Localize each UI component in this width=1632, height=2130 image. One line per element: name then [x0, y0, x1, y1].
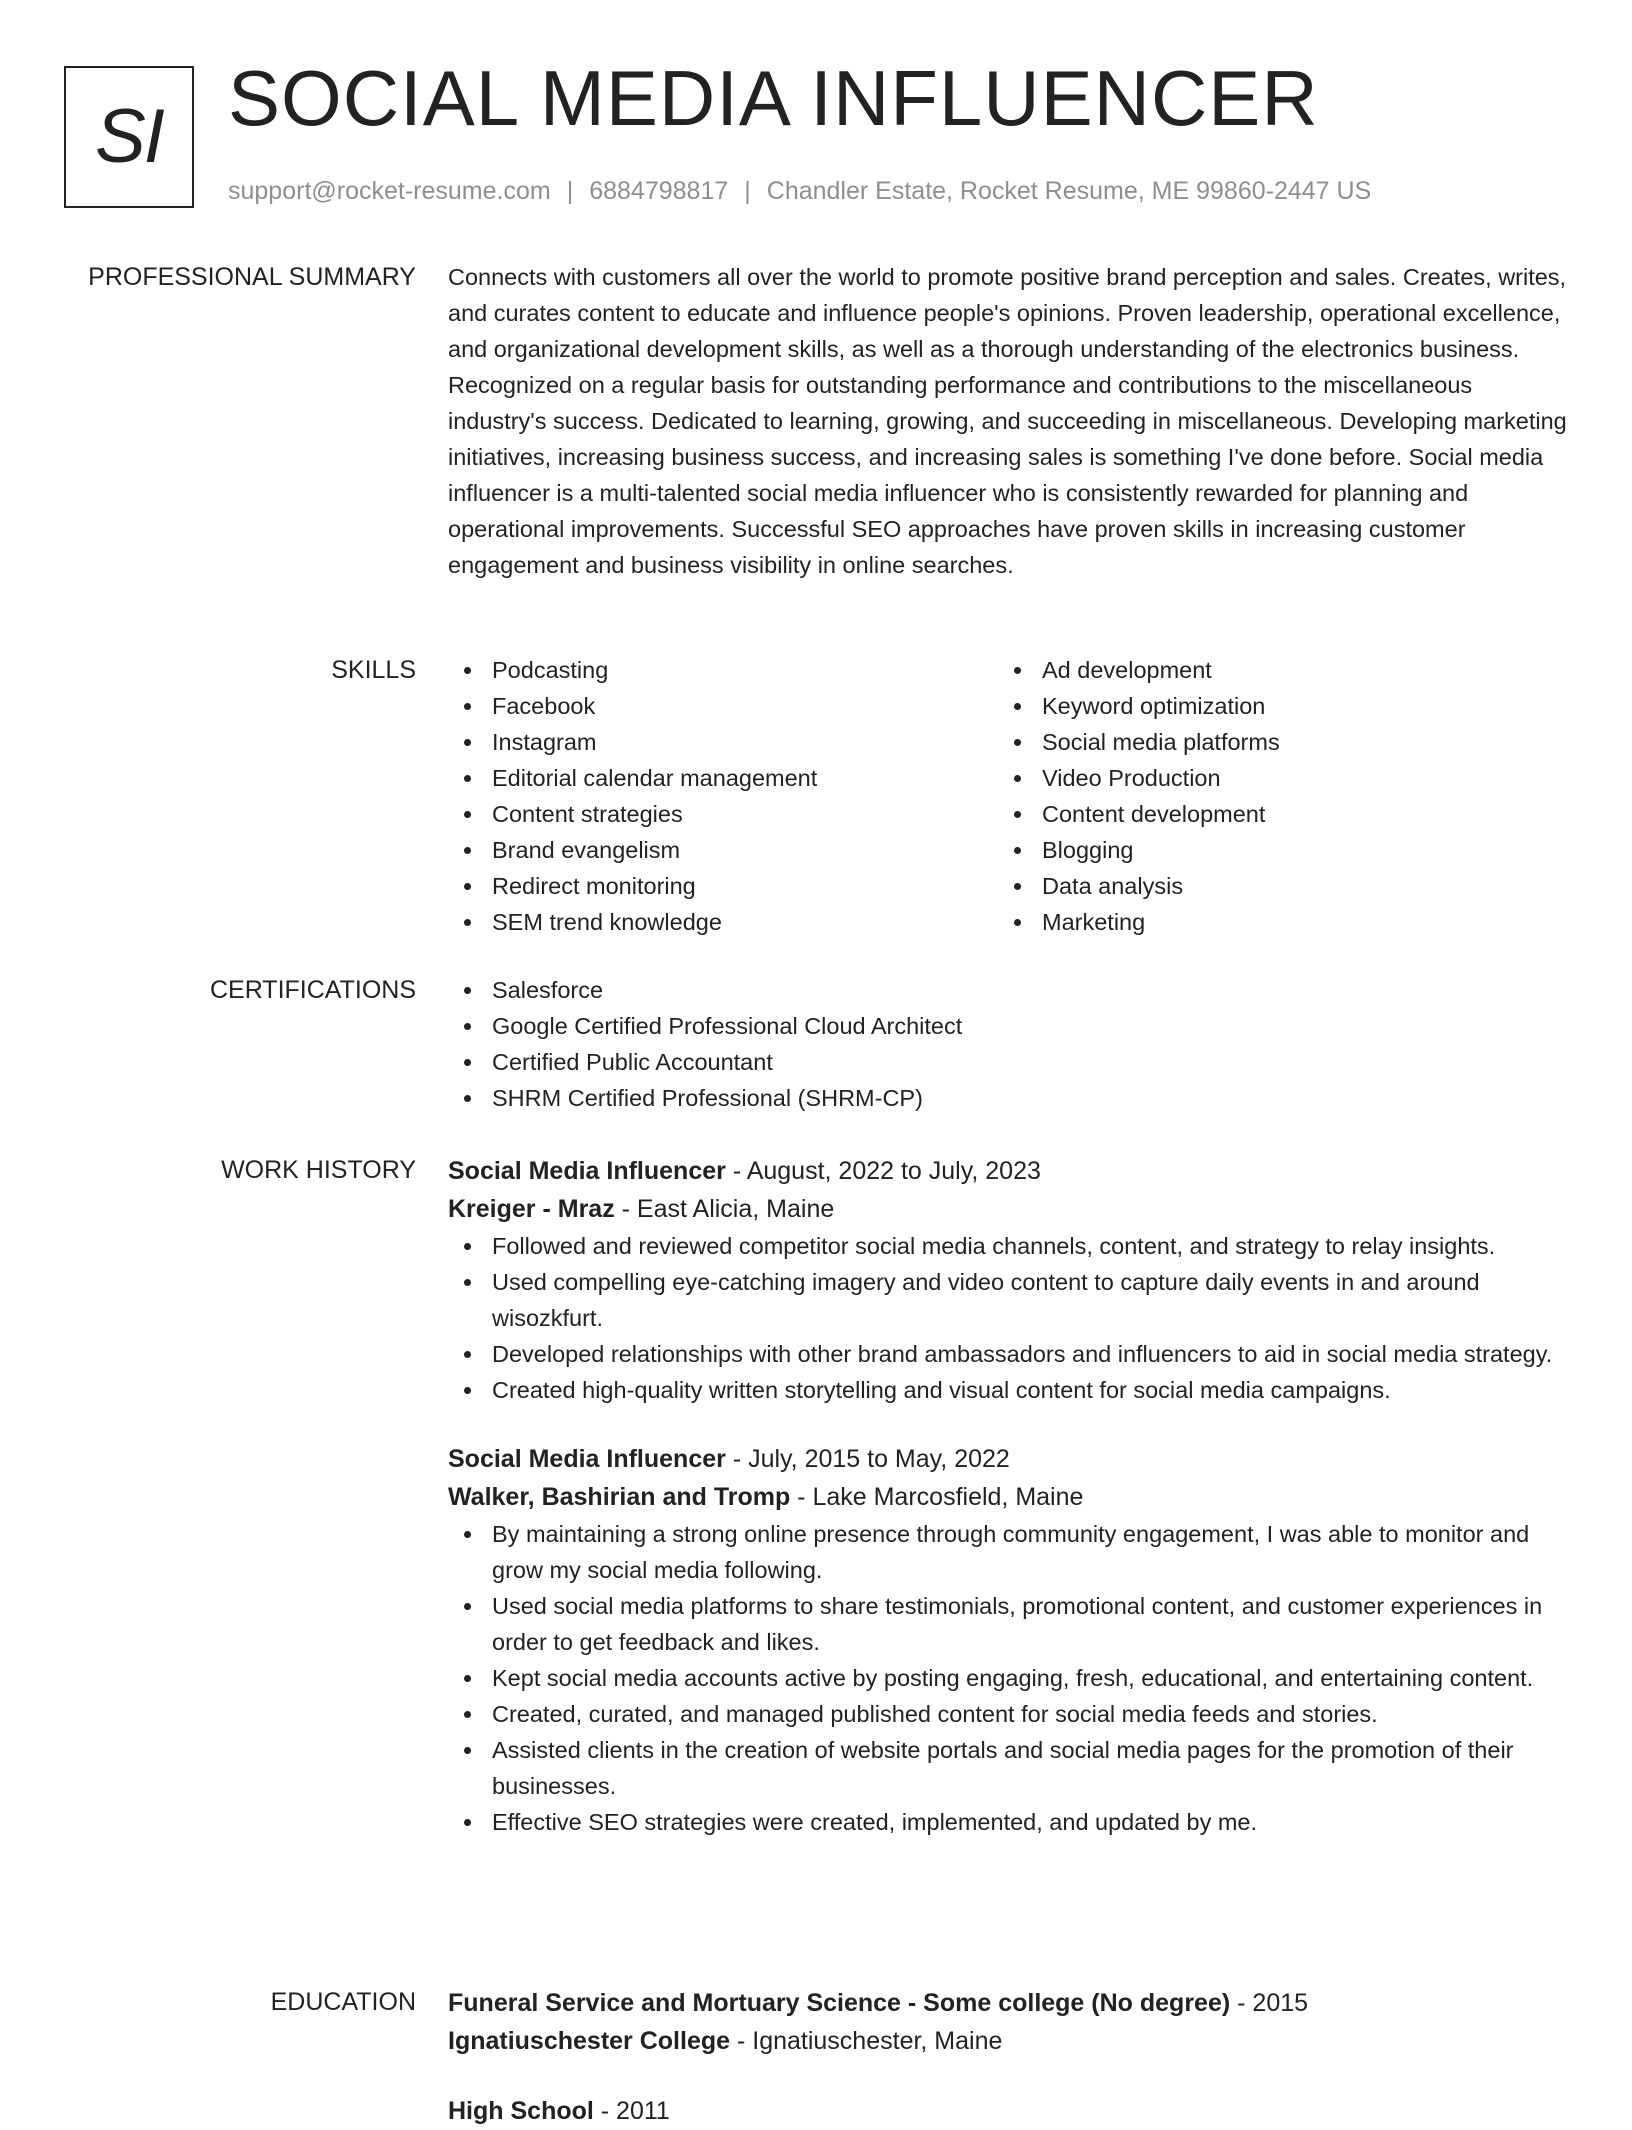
skill-item: Keyword optimization [998, 688, 1548, 724]
section-heading: EDUCATION [270, 1988, 416, 2016]
work-history-body [448, 1152, 1568, 1840]
skill-item: Blogging [998, 832, 1548, 868]
section-heading: CERTIFICATIONS [209, 976, 416, 1004]
education-year: - 2015 [1230, 1989, 1309, 2017]
certification-item: Certified Public Accountant [448, 1044, 1568, 1080]
monogram-text: SI [95, 94, 163, 179]
certifications-body [448, 972, 1568, 1116]
skill-item: Ad development [998, 652, 1548, 688]
job-title-line [448, 1440, 1568, 1478]
education-body [448, 1984, 1568, 2130]
section-heading: SKILLS [331, 656, 416, 684]
skill-item: Instagram [448, 724, 998, 760]
page-title: SOCIAL MEDIA INFLUENCER [228, 54, 1319, 142]
job-bullet: Followed and reviewed competitor social media channels, content, and strategy to relay insights. [448, 1228, 1568, 1264]
job-company-line [448, 1190, 1568, 1228]
education-school-line [448, 2022, 1568, 2060]
education-school: Ignatiuschester College [448, 2027, 731, 2055]
section-heading: WORK HISTORY [221, 1156, 416, 1184]
job-bullet: Kept social media accounts active by posting engaging, fresh, educational, and entertaining content. [448, 1660, 1568, 1696]
job-location: - Lake Marcosfield, Maine [790, 1483, 1084, 1511]
skills-grid [448, 652, 1568, 940]
certifications-list [448, 972, 1568, 1116]
skills-column-left [448, 652, 998, 940]
job-bullet-list [448, 1516, 1568, 1840]
job-entry [448, 1440, 1568, 1840]
job-bullet: Assisted clients in the creation of website portals and social media pages for the promotion of their businesses. [448, 1732, 1568, 1804]
job-bullet: Used social media platforms to share testimonials, promotional content, and customer experiences in order to get feedback and likes. [448, 1588, 1568, 1660]
skill-item: Podcasting [448, 652, 998, 688]
job-bullet: By maintaining a strong online presence through community engagement, I was able to monitor and grow my social media following. [448, 1516, 1568, 1588]
skill-item: Content development [998, 796, 1548, 832]
skills-body [448, 652, 1568, 940]
job-entry [448, 1152, 1568, 1408]
contact-email[interactable]: support@rocket-resume.com [228, 177, 551, 205]
skills-column-right [998, 652, 1548, 940]
summary-text: Connects with customers all over the world to promote positive brand perception and sales. Creates, writes, and curates content to educate and influence people's opinions. Proven leadership, operational excellence, and organizational development skills, as well as a thorough understanding of the electronics business. Recognized on a regular basis for outstanding performance and contributions to the miscellaneous industry's success. Dedicated to learning, growing, and succeeding in miscellaneous. Developing marketing initiatives, increasing business success, and increasing sales is something I've done before. Social media influencer is a multi-talented social media influencer who is consistently rewarded for planning and operational improvements. Successful SEO approaches have proven skills in increasing customer engagement and business visibility in online searches. [448, 264, 1567, 578]
skill-item: Data analysis [998, 868, 1548, 904]
job-dates: - August, 2022 to July, 2023 [725, 1157, 1041, 1185]
skill-item: Social media platforms [998, 724, 1548, 760]
education-entry [448, 1984, 1568, 2060]
summary-body [448, 259, 1568, 583]
contact-phone[interactable]: 6884798817 [589, 177, 729, 205]
job-company: Kreiger - Mraz [448, 1195, 615, 1223]
certification-item: Google Certified Professional Cloud Architect [448, 1008, 1568, 1044]
job-title-line [448, 1152, 1568, 1190]
job-bullet-list [448, 1228, 1568, 1408]
education-location: - Ignatiuschester, Maine [730, 2027, 1003, 2055]
certification-item: Salesforce [448, 972, 1568, 1008]
job-location: - East Alicia, Maine [614, 1195, 835, 1223]
contact-address: Chandler Estate, Rocket Resume, ME 99860-2447 US [766, 177, 1372, 205]
job-bullet: Developed relationships with other brand ambassadors and influencers to aid in social media strategy. [448, 1336, 1568, 1372]
job-title: Social Media Influencer [448, 1157, 726, 1185]
contact-line [228, 176, 1371, 206]
section-heading: PROFESSIONAL SUMMARY [88, 263, 416, 291]
education-year: - 2011 [593, 2097, 670, 2125]
education-degree: Funeral Service and Mortuary Science - Some college (No degree) [448, 1989, 1231, 2017]
skill-item: SEM trend knowledge [448, 904, 998, 940]
job-bullet: Effective SEO strategies were created, implemented, and updated by me. [448, 1804, 1568, 1840]
skill-item: Content strategies [448, 796, 998, 832]
education-entry [448, 2092, 1568, 2130]
monogram-badge [64, 66, 194, 208]
job-bullet: Created high-quality written storytelling and visual content for social media campaigns. [448, 1372, 1568, 1408]
job-title: Social Media Influencer [448, 1445, 726, 1473]
certification-item: SHRM Certified Professional (SHRM-CP) [448, 1080, 1568, 1116]
education-degree: High School [448, 2097, 594, 2125]
skill-item: Facebook [448, 688, 998, 724]
job-bullet: Used compelling eye-catching imagery and video content to capture daily events in and around wisozkfurt. [448, 1264, 1568, 1336]
skill-item: Brand evangelism [448, 832, 998, 868]
job-company-line [448, 1478, 1568, 1516]
contact-separator: | [566, 177, 574, 205]
skill-item: Redirect monitoring [448, 868, 998, 904]
education-degree-line [448, 1984, 1568, 2022]
skill-item: Marketing [998, 904, 1548, 940]
education-degree-line [448, 2092, 1568, 2130]
skill-item: Editorial calendar management [448, 760, 998, 796]
job-company: Walker, Bashirian and Tromp [448, 1483, 791, 1511]
skill-item: Video Production [998, 760, 1548, 796]
job-dates: - July, 2015 to May, 2022 [725, 1445, 1010, 1473]
contact-separator: | [744, 177, 751, 205]
job-bullet: Created, curated, and managed published content for social media feeds and stories. [448, 1696, 1568, 1732]
